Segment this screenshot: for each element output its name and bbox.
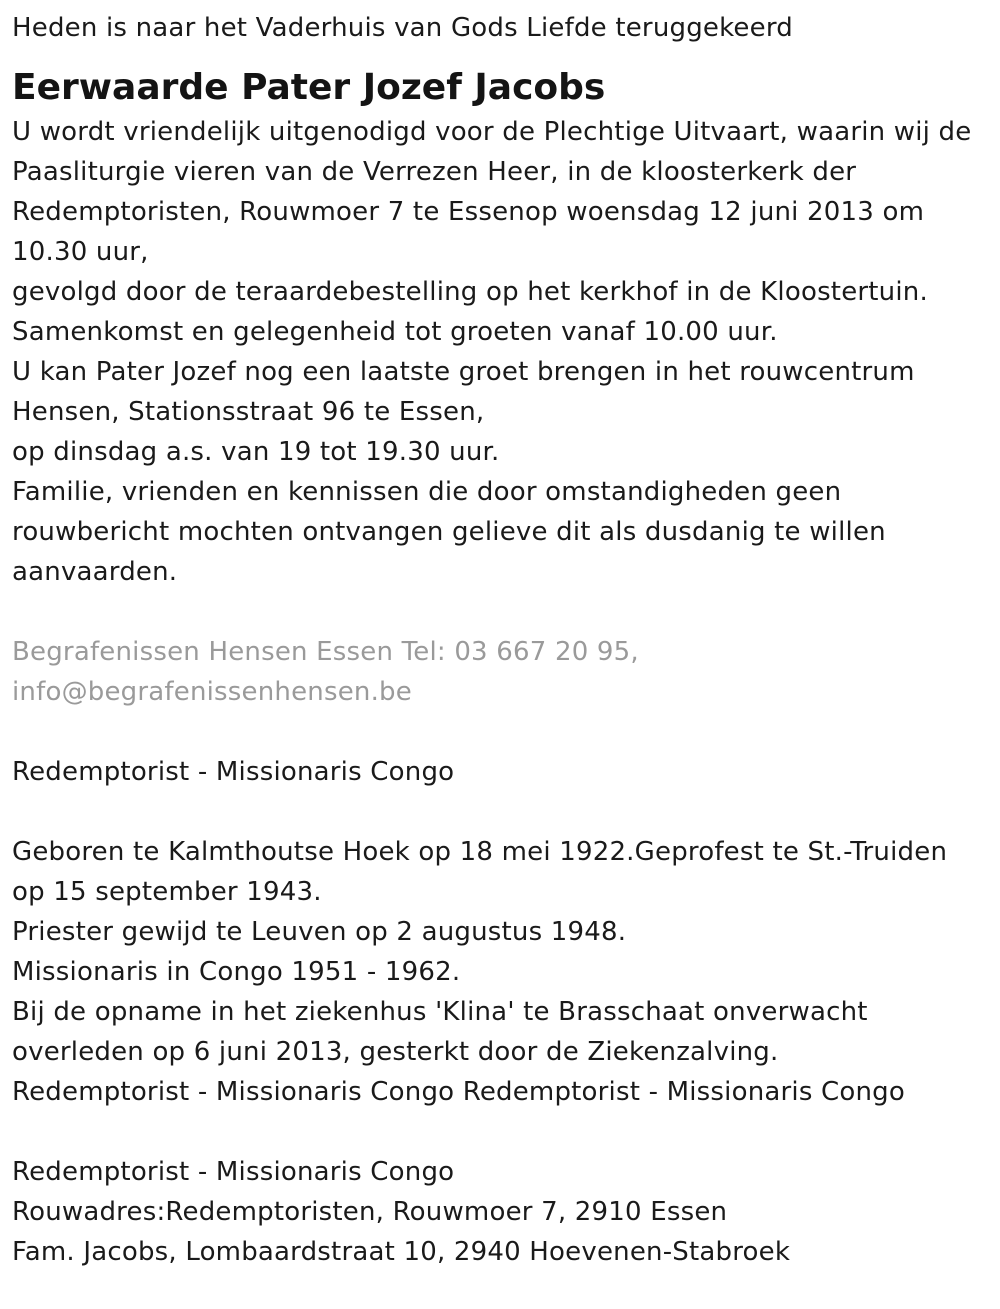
- biography-line: Geboren te Kalmthoutse Hoek op 18 mei 1922.Geprofest te St.-Truiden: [12, 837, 948, 867]
- blank-line: [12, 592, 988, 632]
- subtitle-text: Redemptorist - Missionaris Congo: [12, 757, 455, 787]
- biography-line: Bij de opname in het ziekenhus 'Klina' te Brasschaat onverwacht: [12, 997, 868, 1027]
- mourning-address: Rouwadres:Redemptoristen, Rouwmoer 7, 2910 Essen: [12, 1197, 728, 1227]
- family-address: Fam. Jacobs, Lombaardstraat 10, 2940 Hoevenen-Stabroek: [12, 1237, 791, 1267]
- invitation-line: 10.30 uur,: [12, 237, 149, 267]
- intro-text: Heden is naar het Vaderhuis van Gods Liefde teruggekeerd: [12, 13, 793, 43]
- invitation-line: rouwbericht mochten ontvangen gelieve dit als dusdanig te willen: [12, 517, 886, 547]
- invitation-line: Hensen, Stationsstraat 96 te Essen,: [12, 397, 485, 427]
- invitation-line: op dinsdag a.s. van 19 tot 19.30 uur.: [12, 437, 500, 467]
- invitation-line: Paasliturgie vieren van de Verrezen Heer, in de kloosterkerk der: [12, 157, 857, 187]
- biography-line: op 15 september 1943.: [12, 877, 322, 907]
- blank-line: [12, 1112, 988, 1152]
- undertaker-email: info@begrafenissenhensen.be: [12, 677, 412, 707]
- blank-line: [12, 712, 988, 752]
- invitation-line: aanvaarden.: [12, 557, 178, 587]
- blank-line: [12, 792, 988, 832]
- invitation-line: U kan Pater Jozef nog een laatste groet brengen in het rouwcentrum: [12, 357, 915, 387]
- undertaker-section: [12, 632, 988, 712]
- invitation-line: Samenkomst en gelegenheid tot groeten vanaf 10.00 uur.: [12, 317, 778, 347]
- invitation-line: U wordt vriendelijk uitgenodigd voor de Plechtige Uitvaart, waarin wij de: [12, 117, 972, 147]
- invitation-line: Familie, vrienden en kennissen die door omstandigheden geen: [12, 477, 842, 507]
- biography-line: Priester gewijd te Leuven op 2 augustus 1948.: [12, 917, 627, 947]
- biography-line: Missionaris in Congo 1951 - 1962.: [12, 957, 461, 987]
- undertaker-phone: Begrafenissen Hensen Essen Tel: 03 667 20 95,: [12, 637, 639, 667]
- invitation-line: Redemptoristen, Rouwmoer 7 te Essenop woensdag 12 juni 2013 om: [12, 197, 925, 227]
- biography-section: [12, 832, 988, 1112]
- closing-line: Redemptorist - Missionaris Congo: [12, 1157, 455, 1187]
- biography-line: Redemptorist - Missionaris Congo Redemptorist - Missionaris Congo: [12, 1077, 905, 1107]
- invitation-section: [12, 112, 988, 592]
- biography-line: overleden op 6 juni 2013, gesterkt door de Ziekenzalving.: [12, 1037, 779, 1067]
- closing-section: [12, 1152, 988, 1272]
- deceased-name-heading: Eerwaarde Pater Jozef Jacobs: [12, 67, 606, 108]
- invitation-line: gevolgd door de teraardebestelling op het kerkhof in de Kloostertuin.: [12, 277, 928, 307]
